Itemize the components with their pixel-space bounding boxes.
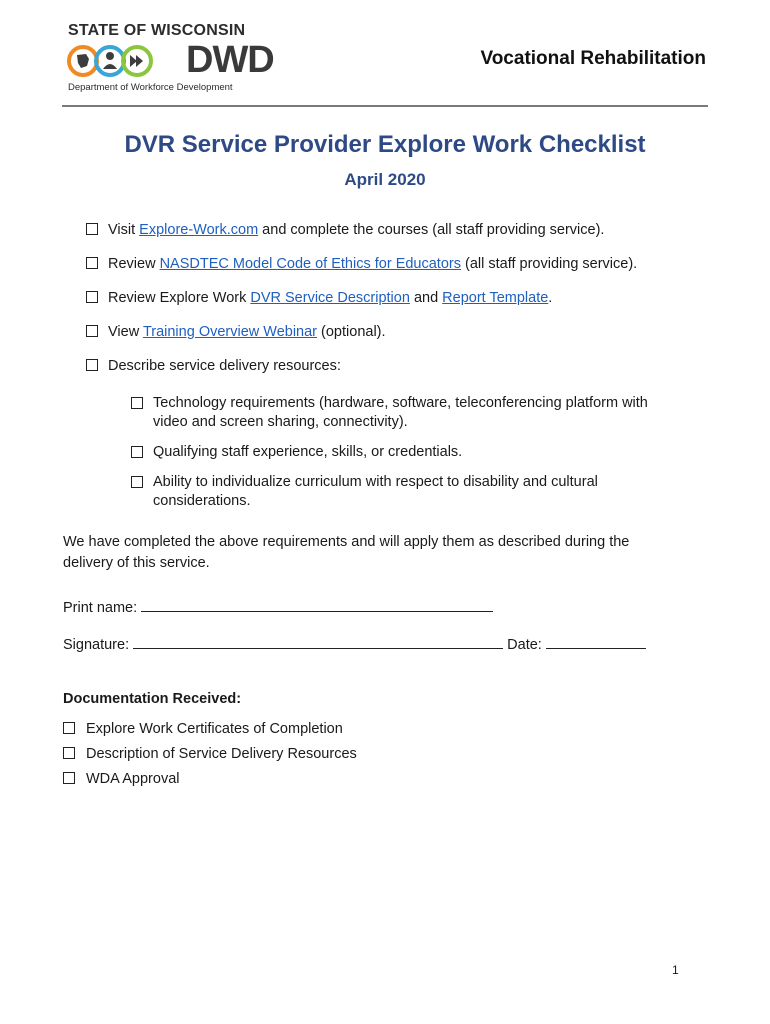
print-name-row [63,597,493,616]
document-date: April 2020 [344,170,426,189]
item-text: Review Explore Work [108,290,251,306]
service-description-link[interactable]: DVR Service Description [250,290,410,306]
page-number: 1 [672,963,679,977]
documentation-item: WDA Approval [86,771,180,787]
print-name-label: Print name: [63,600,138,616]
header-title: Vocational Rehabilitation [480,48,706,69]
item-text: Visit [108,222,140,238]
checklist-item [108,322,386,342]
checklist-item [108,254,637,274]
explore-work-link[interactable]: Explore-Work.com [139,222,259,238]
item-text: (all staff providing service). [460,256,638,272]
print-name-field[interactable] [141,597,493,612]
checkbox-resources[interactable] [86,359,98,371]
checkbox-explore-work[interactable] [86,223,98,235]
signature-row [63,634,646,653]
item-text: (optional). [317,324,386,340]
training-webinar-link[interactable]: Training Overview Webinar [142,324,318,340]
checklist-item: Describe service delivery resources: [108,358,341,374]
item-text: . [548,290,553,306]
checklist-item [108,288,552,308]
checklist-item [108,220,604,240]
checkbox-review-docs[interactable] [86,291,98,303]
checkbox-webinar[interactable] [86,325,98,337]
checkbox-technology[interactable] [131,397,143,409]
checkbox-individualize[interactable] [131,476,143,488]
documentation-item: Description of Service Delivery Resources [86,746,357,762]
checkbox-nasdtec[interactable] [86,257,98,269]
documentation-item: Explore Work Certificates of Completion [86,721,343,737]
completion-statement: We have completed the above requirements and will apply them as described during the delivery of this service. [63,534,630,571]
item-text: Review [108,256,160,272]
logo-state-text: STATE OF WISCONSIN [68,22,246,39]
checkbox-certificates[interactable] [63,722,75,734]
nasdtec-link[interactable]: NASDTEC Model Code of Ethics for Educators [159,256,461,272]
logo-circles-icon [66,44,186,78]
signature-label: Signature: [63,637,130,653]
checkbox-staff-experience[interactable] [131,446,143,458]
date-label: Date: [507,637,542,653]
checkbox-service-resources[interactable] [63,747,75,759]
sub-checklist-item: Ability to individualize curriculum with respect to disability and cultural considerations. [153,474,598,509]
dwd-logo [62,22,274,94]
date-field[interactable] [546,634,646,649]
report-template-link[interactable]: Report Template [442,290,549,306]
header-divider [62,105,708,107]
documentation-heading: Documentation Received: [63,691,242,707]
checkbox-wda-approval[interactable] [63,772,75,784]
signature-field[interactable] [133,634,503,649]
sub-checklist-item: Qualifying staff experience, skills, or credentials. [153,444,463,460]
sub-checklist-item: Technology requirements (hardware, software, teleconferencing platform with video and screen sharing, connectivity). [153,395,648,430]
item-text: View [108,324,143,340]
document-title: DVR Service Provider Explore Work Checklist [124,131,646,158]
item-text: and complete the courses (all staff providing service). [258,222,605,238]
logo-subtitle: Department of Workforce Development [68,82,233,93]
logo-dwd-text: DWD [186,39,274,81]
item-text: and [409,290,443,306]
